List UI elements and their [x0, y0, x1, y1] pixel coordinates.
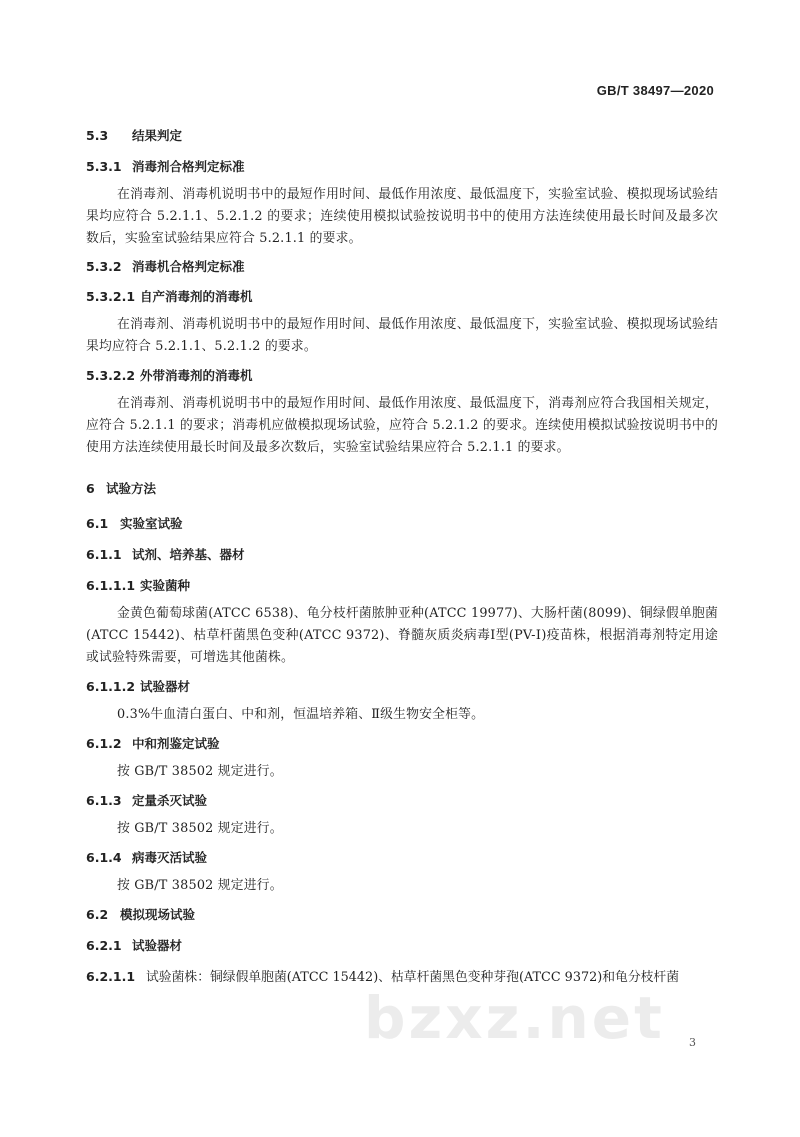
document-body [86, 128, 718, 986]
paragraph-5-3-1: 在消毒剂、消毒机说明书中的最短作用时间、最低作用浓度、最低温度下，实验室试验、模拟现场试验结果均应符合 5.2.1.1、5.2.1.2 的要求；连续使用模拟试验按说明书中的使用方法连续使用最长时间及最多次数后，实验室试验结果应符合 5.2.1.1 的要求。 [86, 187, 718, 246]
section-heading-6-1-1: 6.1.1 试剂、培养基、器材 [86, 547, 245, 562]
clause-6-2-1-1 [86, 969, 718, 986]
clause-number: 6.2.1.1 [86, 969, 136, 984]
paragraph-5-3-2-2: 在消毒剂、消毒机说明书中的最短作用时间、最低作用浓度、最低温度下，消毒剂应符合我国相关规定，应符合 5.2.1.1 的要求；消毒机应做模拟现场试验，应符合 5.2.1.2 的要求。连续使用模拟试验按说明书中的使用方法连续使用最长时间及最多次数后，实验室试验结果应符合 5.2.1.1 的要求。 [86, 396, 718, 455]
section-heading-5-3-2: 5.3.2 消毒机合格判定标准 [86, 259, 245, 274]
section-heading-6-2-1: 6.2.1 试验器材 [86, 938, 183, 953]
section-heading-6-1-1-1: 6.1.1.1 实验菌种 [86, 578, 191, 593]
clause-text: 试验菌株：铜绿假单胞菌(ATCC 15442)、枯草杆菌黑色变种芽孢(ATCC 9372)和龟分枝杆菌 [146, 970, 680, 985]
paragraph-6-1-1-1: 金黄色葡萄球菌(ATCC 6538)、龟分枝杆菌脓肿亚种(ATCC 19977)、大肠杆菌(8099)、铜绿假单胞菌(ATCC 15442)、枯草杆菌黑色变种(ATCC 9372)、脊髓灰质炎病毒Ⅰ型(PV-Ⅰ)疫苗株，根据消毒剂特定用途或试验特殊需要，可增选其他菌株。 [86, 606, 718, 665]
paragraph-6-1-3: 按 GB/T 38502 规定进行。 [117, 821, 283, 836]
paragraph-6-1-1-2: 0.3%牛血清白蛋白、中和剂，恒温培养箱、Ⅱ级生物安全柜等。 [117, 707, 485, 722]
section-heading-6-1: 6.1 实验室试验 [86, 516, 183, 531]
section-heading-5-3-1: 5.3.1 消毒剂合格判定标准 [86, 159, 245, 174]
section-heading-6-1-3: 6.1.3 定量杀灭试验 [86, 793, 208, 808]
section-heading-6-1-2: 6.1.2 中和剂鉴定试验 [86, 736, 220, 751]
watermark: bzxz.net [364, 984, 665, 1052]
section-heading-6-1-1-2: 6.1.1.2 试验器材 [86, 679, 191, 694]
page-number: 3 [689, 1036, 696, 1049]
paragraph-6-1-4: 按 GB/T 38502 规定进行。 [117, 878, 283, 893]
section-heading-6-1-4: 6.1.4 病毒灭活试验 [86, 850, 208, 865]
section-heading-5-3-2-2: 5.3.2.2 外带消毒剂的消毒机 [86, 368, 253, 383]
standard-number: GB/T 38497—2020 [596, 83, 714, 98]
section-heading-6-2: 6.2 模拟现场试验 [86, 907, 196, 922]
paragraph-6-1-2: 按 GB/T 38502 规定进行。 [117, 764, 283, 779]
section-heading-5-3: 5.3 结果判定 [86, 128, 183, 143]
chapter-heading-6: 6 试验方法 [86, 481, 157, 496]
paragraph-5-3-2-1: 在消毒剂、消毒机说明书中的最短作用时间、最低作用浓度、最低温度下，实验室试验、模拟现场试验结果均应符合 5.2.1.1、5.2.1.2 的要求。 [86, 317, 718, 354]
section-heading-5-3-2-1: 5.3.2.1 自产消毒剂的消毒机 [86, 289, 253, 304]
